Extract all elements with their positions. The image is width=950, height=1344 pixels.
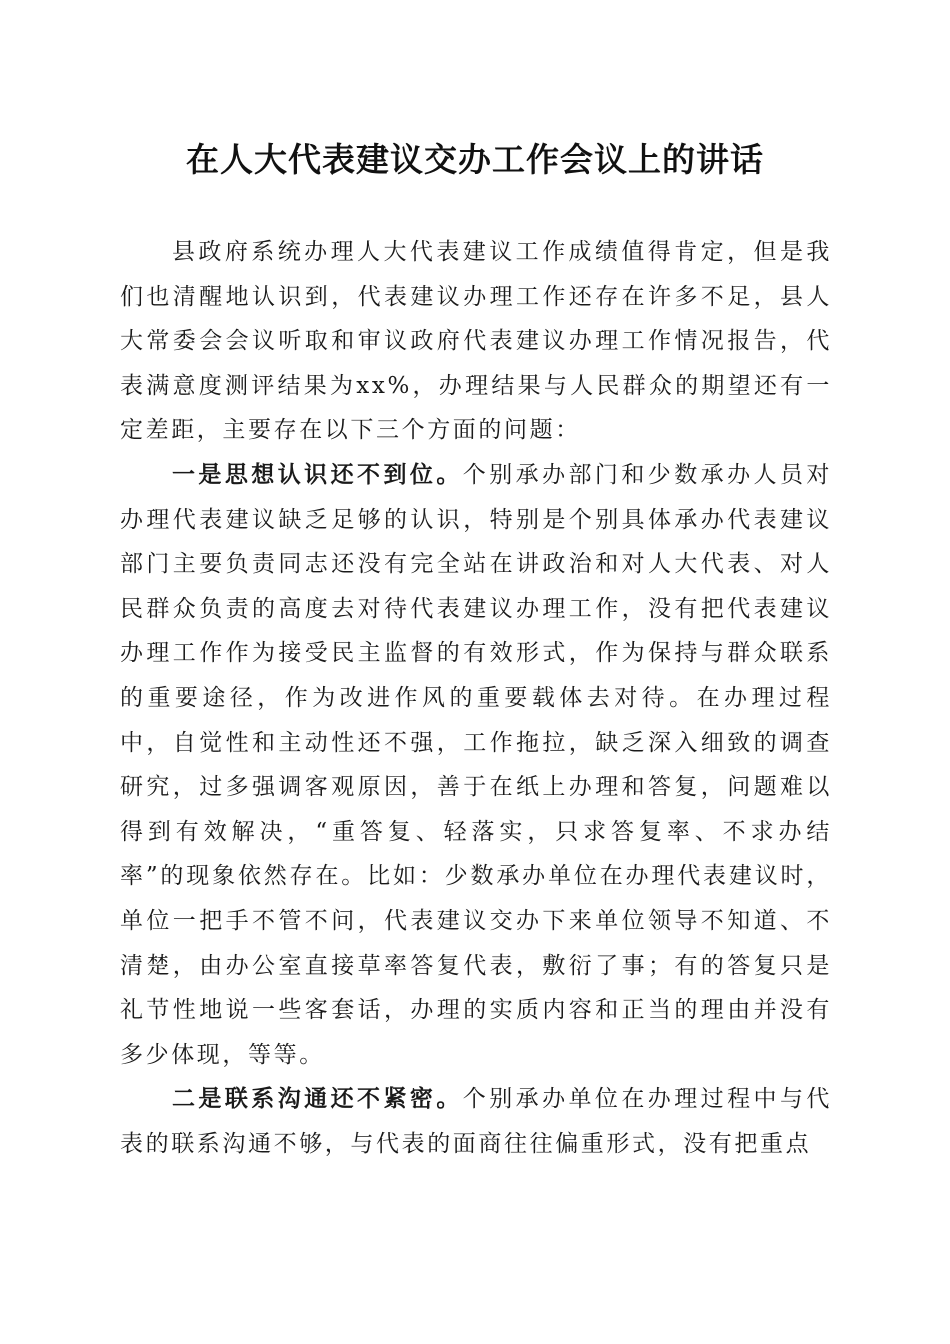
paragraph-issue-two [120,1077,832,1166]
document-title: 在人大代表建议交办工作会议上的讲话 [186,140,764,179]
paragraph-text: 个别承办部门和少数承办人员对办理代表建议缺乏足够的认识，特别是个别具体承办代表建议部门主要负责同志还没有完全站在讲政治和对人大代表、对人民群众负责的高度去对待代表建议办理工作，没有把代表建议办理工作作为接受民主监督的有效形式，作为保持与群众联系的重要途径，作为改进作风的重要载体去对待。在办理过程中，自觉性和主动性还不强，工作拖拉，缺乏深入细致的调查研究，过多强调客观原因，善于在纸上办理和答复，问题难以得到有效解决，“重答复、轻落实，只求答复率、不求办结率”的现象依然存在。比如：少数承办单位在办理代表建议时，单位一把手不管不问，代表建议交办下来单位领导不知道、不清楚，由办公室直接草率答复代表，敷衍了事；有的答复只是礼节性地说一些客套话，办理的实质内容和正当的理由并没有多少体现，等等。 [120,461,832,1068]
paragraph-text: 县政府系统办理人大代表建议工作成绩值得肯定，但是我们也清醒地认识到，代表建议办理工作还存在许多不足，县人大常委会会议听取和审议政府代表建议办理工作情况报告，代表满意度测评结果为xx%，办理结果与人民群众的期望还有一定差距，主要存在以下三个方面的问题： [120,239,832,444]
paragraph-issue-one [120,453,832,1077]
paragraph-text: 个别承办单位在办理过程中与代表的联系沟通不够，与代表的面商往往偏重形式，没有把重点 [120,1086,832,1157]
paragraph-intro [120,230,832,453]
paragraph-lead: 一是思想认识还不到位。 [172,460,463,488]
paragraph-lead: 二是联系沟通还不紧密。 [172,1085,463,1113]
document-body [120,230,832,1166]
